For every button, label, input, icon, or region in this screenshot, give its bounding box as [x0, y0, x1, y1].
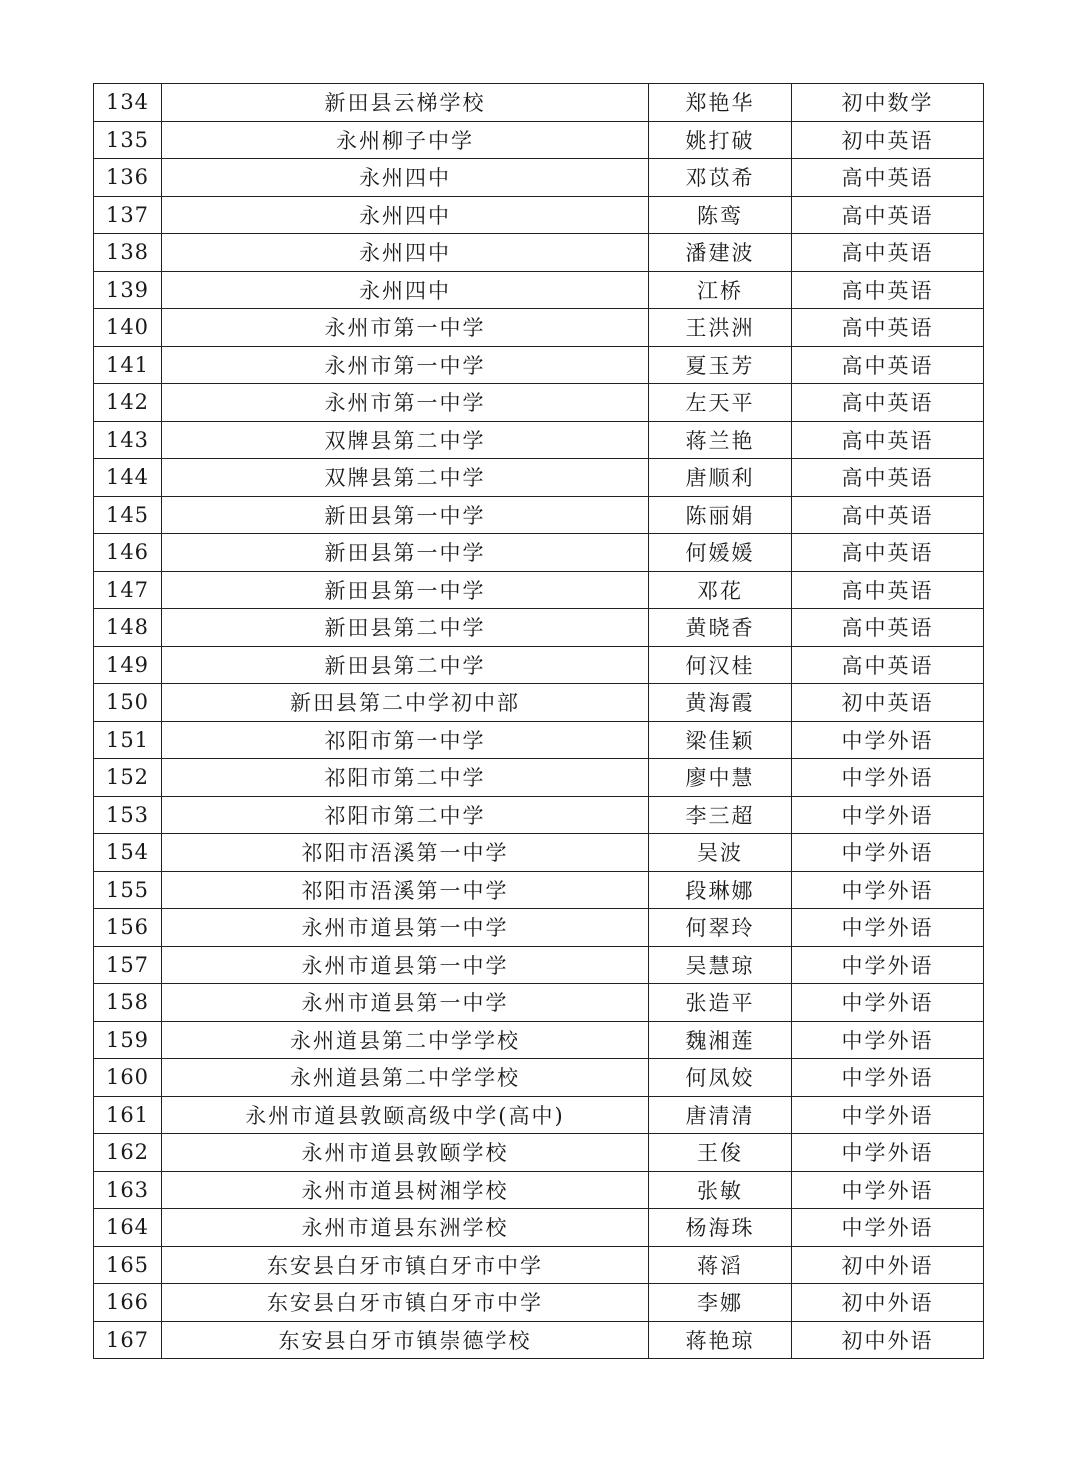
- subject-cell: 高中英语: [792, 646, 984, 684]
- teacher-name-cell: 何翠玲: [649, 909, 792, 947]
- school-name-cell: 新田县第二中学初中部: [162, 684, 649, 722]
- school-name-cell: 永州市道县敦颐学校: [162, 1134, 649, 1172]
- teacher-name-cell: 何凤姣: [649, 1059, 792, 1097]
- table-row: [94, 496, 984, 534]
- table-row: [94, 1171, 984, 1209]
- teacher-name-cell: 唐清清: [649, 1096, 792, 1134]
- row-number-cell: 135: [94, 121, 162, 159]
- table-row: [94, 384, 984, 422]
- teacher-name-cell: 蒋滔: [649, 1246, 792, 1284]
- subject-cell: 初中外语: [792, 1321, 984, 1359]
- school-name-cell: 永州四中: [162, 271, 649, 309]
- subject-cell: 高中英语: [792, 609, 984, 647]
- teacher-name-cell: 张造平: [649, 984, 792, 1022]
- table-row: [94, 159, 984, 197]
- subject-cell: 中学外语: [792, 834, 984, 872]
- table-row: [94, 609, 984, 647]
- school-name-cell: 永州道县第二中学学校: [162, 1059, 649, 1097]
- teacher-name-cell: 黄海霞: [649, 684, 792, 722]
- teacher-name-cell: 夏玉芳: [649, 346, 792, 384]
- subject-cell: 高中英语: [792, 309, 984, 347]
- row-number-cell: 161: [94, 1096, 162, 1134]
- row-number-cell: 160: [94, 1059, 162, 1097]
- subject-cell: 初中外语: [792, 1284, 984, 1322]
- table-row: [94, 684, 984, 722]
- school-name-cell: 新田县第二中学: [162, 609, 649, 647]
- teacher-name-cell: 蒋艳琼: [649, 1321, 792, 1359]
- row-number-cell: 140: [94, 309, 162, 347]
- table-row: [94, 459, 984, 497]
- row-number-cell: 150: [94, 684, 162, 722]
- table-row: [94, 1059, 984, 1097]
- subject-cell: 高中英语: [792, 496, 984, 534]
- row-number-cell: 154: [94, 834, 162, 872]
- row-number-cell: 162: [94, 1134, 162, 1172]
- table-row: [94, 871, 984, 909]
- teacher-name-cell: 郑艳华: [649, 84, 792, 122]
- table-row: [94, 1321, 984, 1359]
- row-number-cell: 152: [94, 759, 162, 797]
- table-row: [94, 646, 984, 684]
- row-number-cell: 146: [94, 534, 162, 572]
- teacher-name-cell: 何汉桂: [649, 646, 792, 684]
- teacher-name-cell: 唐顺利: [649, 459, 792, 497]
- row-number-cell: 164: [94, 1209, 162, 1247]
- table-row: [94, 196, 984, 234]
- teacher-name-cell: 廖中慧: [649, 759, 792, 797]
- table-row: [94, 721, 984, 759]
- school-name-cell: 东安县白牙市镇白牙市中学: [162, 1284, 649, 1322]
- teacher-name-cell: 姚打破: [649, 121, 792, 159]
- row-number-cell: 148: [94, 609, 162, 647]
- row-number-cell: 159: [94, 1021, 162, 1059]
- table-row: [94, 309, 984, 347]
- teacher-name-cell: 王俊: [649, 1134, 792, 1172]
- teacher-name-cell: 吴波: [649, 834, 792, 872]
- school-name-cell: 永州市道县敦颐高级中学(高中): [162, 1096, 649, 1134]
- teacher-name-cell: 何媛媛: [649, 534, 792, 572]
- table-row: [94, 571, 984, 609]
- school-name-cell: 新田县第二中学: [162, 646, 649, 684]
- subject-cell: 初中英语: [792, 121, 984, 159]
- table-row: [94, 909, 984, 947]
- subject-cell: 中学外语: [792, 909, 984, 947]
- school-name-cell: 新田县云梯学校: [162, 84, 649, 122]
- teacher-name-cell: 江桥: [649, 271, 792, 309]
- teacher-name-cell: 邓苡希: [649, 159, 792, 197]
- school-name-cell: 新田县第一中学: [162, 496, 649, 534]
- teacher-name-cell: 杨海珠: [649, 1209, 792, 1247]
- table-row: [94, 1284, 984, 1322]
- school-name-cell: 祁阳市浯溪第一中学: [162, 871, 649, 909]
- subject-cell: 高中英语: [792, 196, 984, 234]
- table-row: [94, 1134, 984, 1172]
- table-row: [94, 346, 984, 384]
- table-row: [94, 796, 984, 834]
- teacher-name-cell: 魏湘莲: [649, 1021, 792, 1059]
- school-name-cell: 永州四中: [162, 159, 649, 197]
- teacher-name-cell: 李三超: [649, 796, 792, 834]
- teacher-name-cell: 陈鸾: [649, 196, 792, 234]
- subject-cell: 初中数学: [792, 84, 984, 122]
- subject-cell: 高中英语: [792, 421, 984, 459]
- table-row: [94, 421, 984, 459]
- subject-cell: 中学外语: [792, 1171, 984, 1209]
- teacher-name-cell: 李娜: [649, 1284, 792, 1322]
- school-name-cell: 东安县白牙市镇白牙市中学: [162, 1246, 649, 1284]
- table-row: [94, 1246, 984, 1284]
- table-row: [94, 534, 984, 572]
- subject-cell: 中学外语: [792, 721, 984, 759]
- teacher-name-cell: 张敏: [649, 1171, 792, 1209]
- row-number-cell: 134: [94, 84, 162, 122]
- school-name-cell: 祁阳市第二中学: [162, 796, 649, 834]
- row-number-cell: 155: [94, 871, 162, 909]
- subject-cell: 中学外语: [792, 946, 984, 984]
- row-number-cell: 144: [94, 459, 162, 497]
- row-number-cell: 143: [94, 421, 162, 459]
- roster-table: [93, 83, 984, 1359]
- school-name-cell: 永州市第一中学: [162, 346, 649, 384]
- school-name-cell: 祁阳市第二中学: [162, 759, 649, 797]
- subject-cell: 高中英语: [792, 271, 984, 309]
- school-name-cell: 永州柳子中学: [162, 121, 649, 159]
- school-name-cell: 永州市第一中学: [162, 384, 649, 422]
- subject-cell: 高中英语: [792, 346, 984, 384]
- table-row: [94, 234, 984, 272]
- teacher-name-cell: 段琳娜: [649, 871, 792, 909]
- school-name-cell: 永州市道县第一中学: [162, 984, 649, 1022]
- subject-cell: 中学外语: [792, 796, 984, 834]
- row-number-cell: 158: [94, 984, 162, 1022]
- teacher-name-cell: 陈丽娟: [649, 496, 792, 534]
- subject-cell: 高中英语: [792, 459, 984, 497]
- school-name-cell: 祁阳市第一中学: [162, 721, 649, 759]
- school-name-cell: 永州市道县树湘学校: [162, 1171, 649, 1209]
- table-row: [94, 84, 984, 122]
- table-row: [94, 759, 984, 797]
- table-row: [94, 946, 984, 984]
- subject-cell: 高中英语: [792, 234, 984, 272]
- subject-cell: 中学外语: [792, 984, 984, 1022]
- subject-cell: 初中外语: [792, 1246, 984, 1284]
- school-name-cell: 永州市道县东洲学校: [162, 1209, 649, 1247]
- table-row: [94, 1021, 984, 1059]
- roster-table-body: [94, 84, 984, 1359]
- table-row: [94, 271, 984, 309]
- teacher-name-cell: 王洪洲: [649, 309, 792, 347]
- school-name-cell: 双牌县第二中学: [162, 421, 649, 459]
- school-name-cell: 永州道县第二中学学校: [162, 1021, 649, 1059]
- teacher-name-cell: 吴慧琼: [649, 946, 792, 984]
- table-row: [94, 1096, 984, 1134]
- school-name-cell: 祁阳市浯溪第一中学: [162, 834, 649, 872]
- subject-cell: 中学外语: [792, 1059, 984, 1097]
- school-name-cell: 东安县白牙市镇崇德学校: [162, 1321, 649, 1359]
- table-row: [94, 984, 984, 1022]
- row-number-cell: 147: [94, 571, 162, 609]
- subject-cell: 中学外语: [792, 1021, 984, 1059]
- row-number-cell: 137: [94, 196, 162, 234]
- subject-cell: 高中英语: [792, 159, 984, 197]
- school-name-cell: 永州四中: [162, 196, 649, 234]
- teacher-name-cell: 邓花: [649, 571, 792, 609]
- row-number-cell: 136: [94, 159, 162, 197]
- school-name-cell: 新田县第一中学: [162, 571, 649, 609]
- row-number-cell: 157: [94, 946, 162, 984]
- row-number-cell: 141: [94, 346, 162, 384]
- school-name-cell: 永州市第一中学: [162, 309, 649, 347]
- row-number-cell: 139: [94, 271, 162, 309]
- row-number-cell: 153: [94, 796, 162, 834]
- subject-cell: 中学外语: [792, 1096, 984, 1134]
- subject-cell: 中学外语: [792, 871, 984, 909]
- row-number-cell: 167: [94, 1321, 162, 1359]
- subject-cell: 高中英语: [792, 534, 984, 572]
- table-row: [94, 1209, 984, 1247]
- row-number-cell: 149: [94, 646, 162, 684]
- subject-cell: 中学外语: [792, 1209, 984, 1247]
- roster-sheet: [93, 83, 983, 1359]
- school-name-cell: 永州市道县第一中学: [162, 909, 649, 947]
- row-number-cell: 163: [94, 1171, 162, 1209]
- row-number-cell: 145: [94, 496, 162, 534]
- teacher-name-cell: 潘建波: [649, 234, 792, 272]
- row-number-cell: 166: [94, 1284, 162, 1322]
- subject-cell: 中学外语: [792, 759, 984, 797]
- teacher-name-cell: 蒋兰艳: [649, 421, 792, 459]
- table-row: [94, 121, 984, 159]
- school-name-cell: 新田县第一中学: [162, 534, 649, 572]
- teacher-name-cell: 黄晓香: [649, 609, 792, 647]
- row-number-cell: 156: [94, 909, 162, 947]
- school-name-cell: 双牌县第二中学: [162, 459, 649, 497]
- table-row: [94, 834, 984, 872]
- subject-cell: 初中英语: [792, 684, 984, 722]
- school-name-cell: 永州四中: [162, 234, 649, 272]
- teacher-name-cell: 左天平: [649, 384, 792, 422]
- teacher-name-cell: 梁佳颖: [649, 721, 792, 759]
- row-number-cell: 151: [94, 721, 162, 759]
- row-number-cell: 165: [94, 1246, 162, 1284]
- subject-cell: 中学外语: [792, 1134, 984, 1172]
- school-name-cell: 永州市道县第一中学: [162, 946, 649, 984]
- row-number-cell: 142: [94, 384, 162, 422]
- subject-cell: 高中英语: [792, 571, 984, 609]
- subject-cell: 高中英语: [792, 384, 984, 422]
- row-number-cell: 138: [94, 234, 162, 272]
